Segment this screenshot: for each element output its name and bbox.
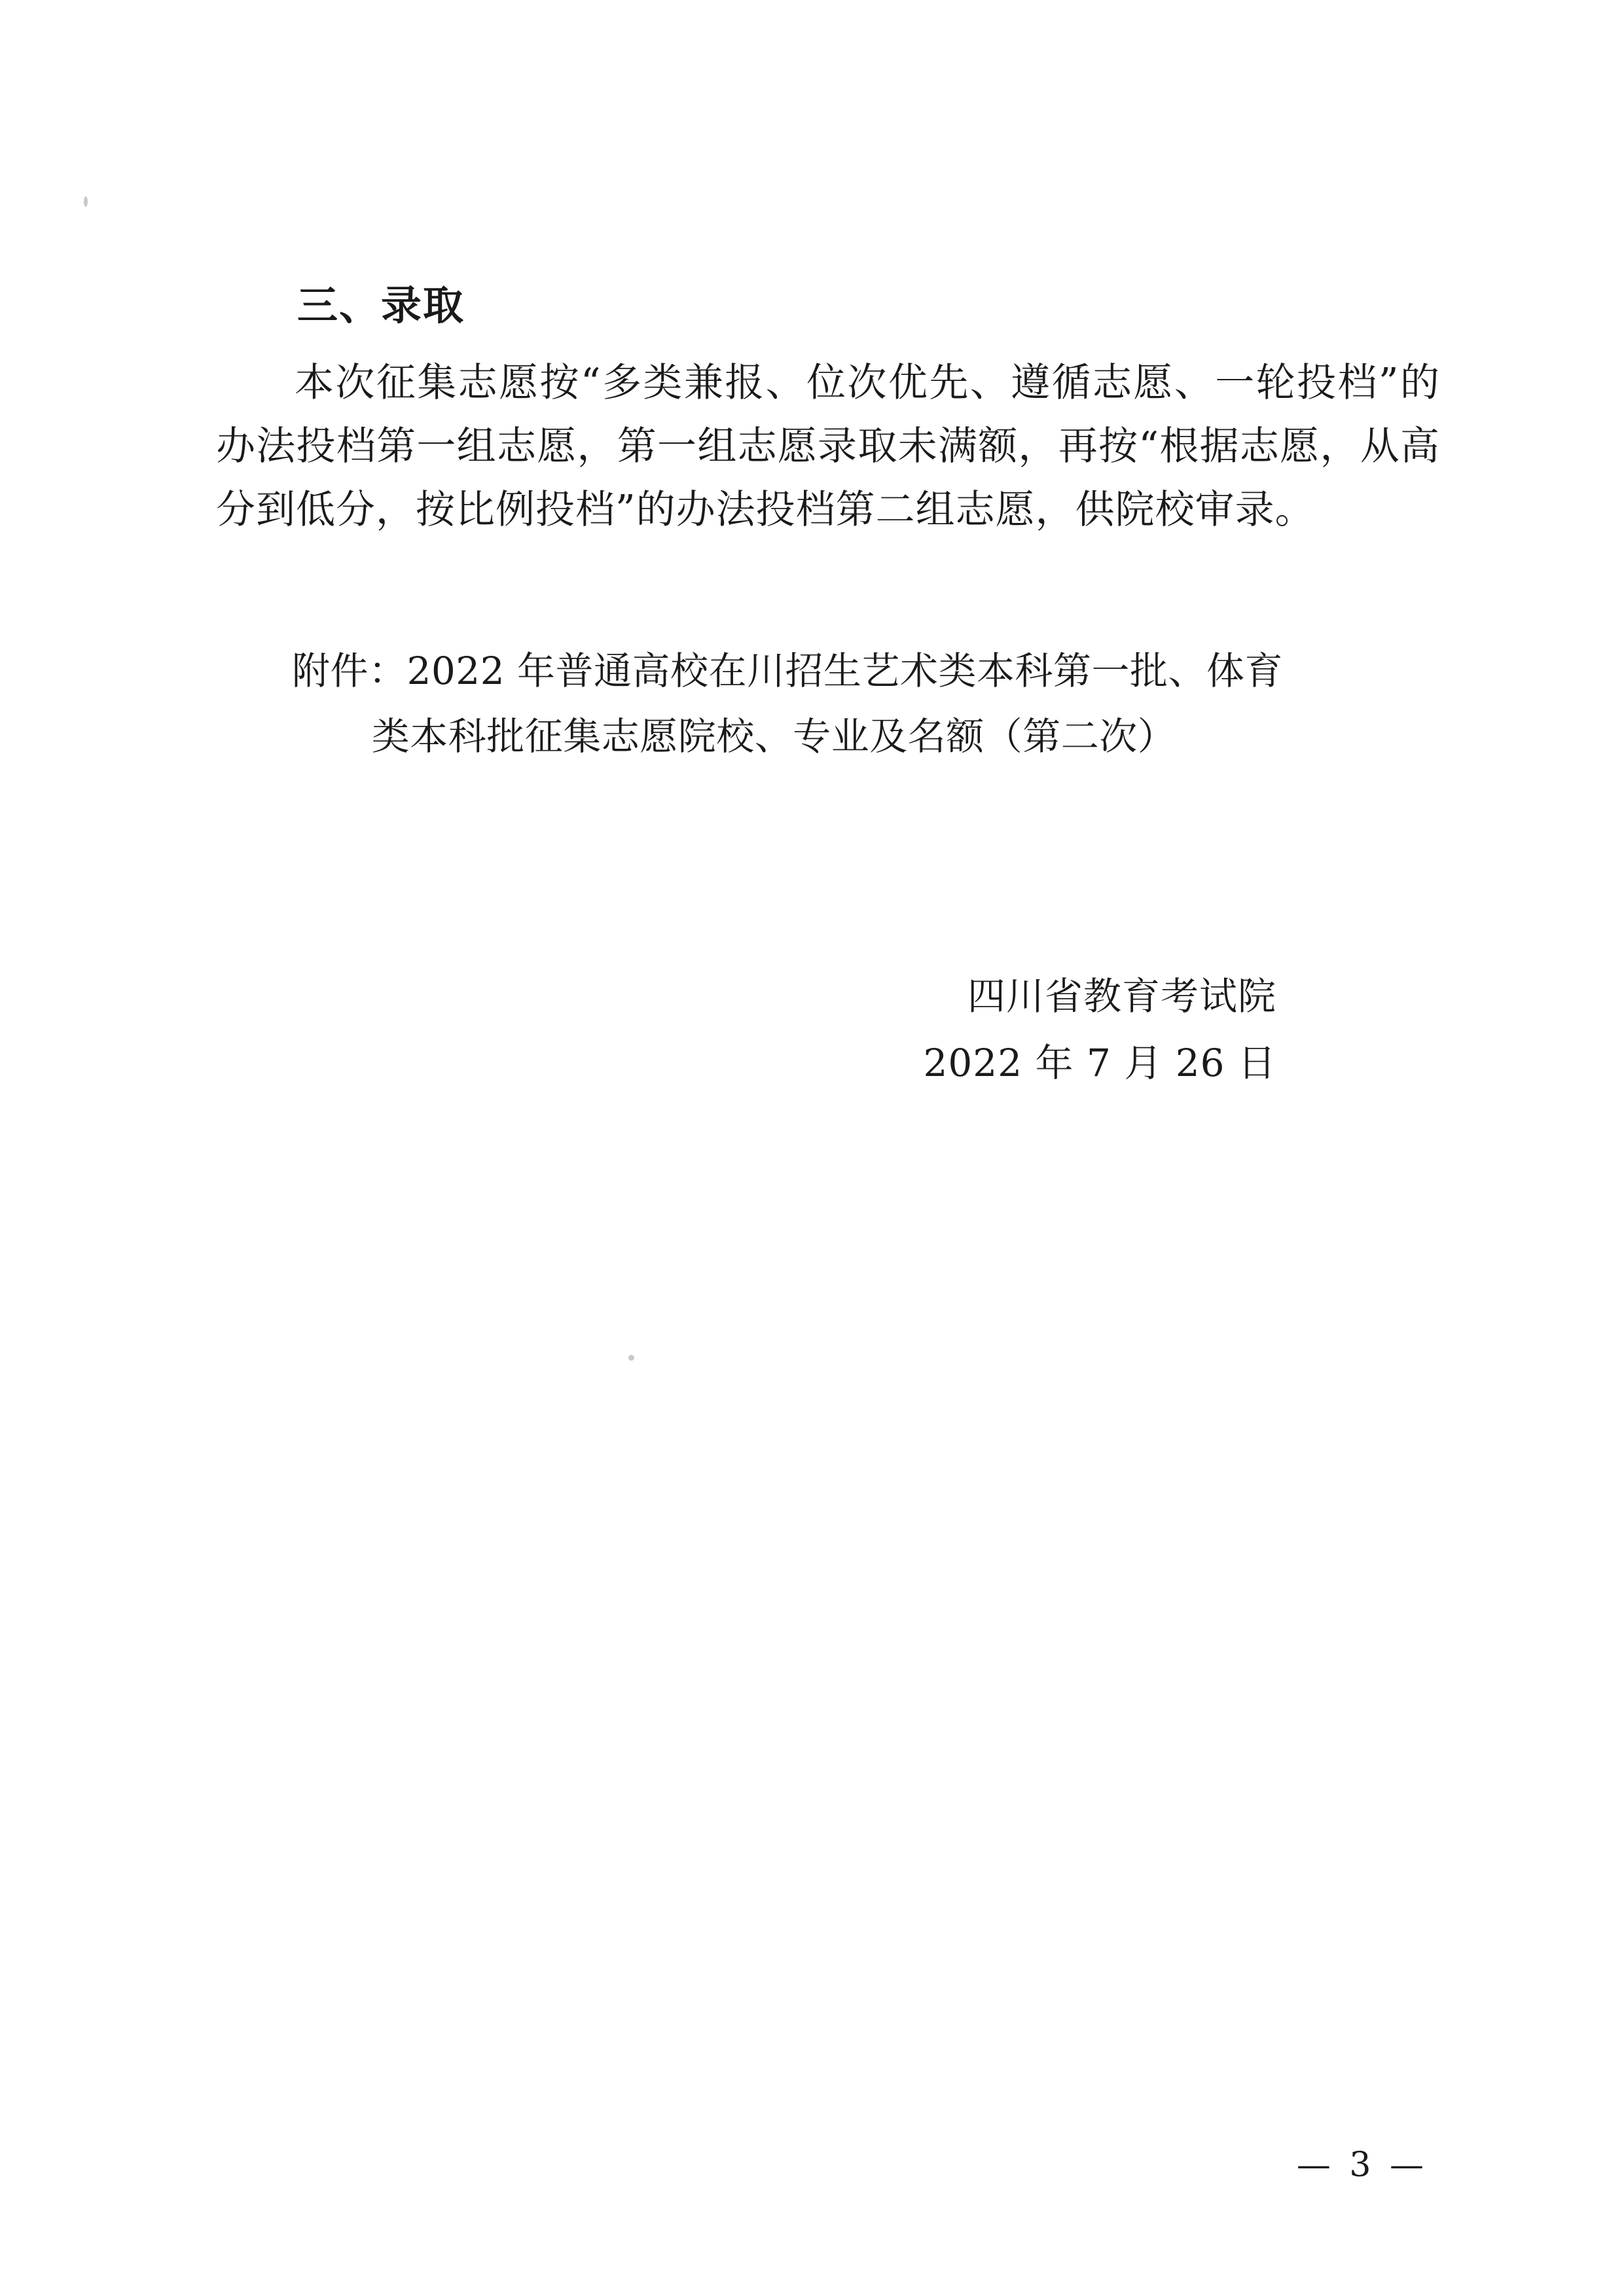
attachment-line-1: 附件：2022 年普通高校在川招生艺术类本科第一批、体育 [292, 648, 1284, 693]
attachment-block [216, 641, 1440, 768]
signature-date: 2022 年 7 月 26 日 [923, 1040, 1276, 1085]
document-body [216, 275, 1440, 1096]
scan-speck [84, 196, 88, 207]
signature-block [216, 963, 1440, 1096]
section-heading: 三、录取 [297, 281, 465, 329]
body-paragraph: 本次征集志愿按“多类兼报、位次优先、遵循志愿、一轮投档”的办法投档第一组志愿，第一组志愿录取未满额，再按“根据志愿，从高分到低分，按比例投档”的办法投档第二组志愿，供院校审录。 [216, 360, 1440, 533]
attachment-line-2: 类本科批征集志愿院校、专业及名额（第二次） [371, 713, 1176, 759]
signature-organization: 四川省教育考试院 [967, 974, 1276, 1019]
page-number: — 3 — [1296, 2145, 1428, 2185]
scan-speck [628, 1355, 634, 1361]
